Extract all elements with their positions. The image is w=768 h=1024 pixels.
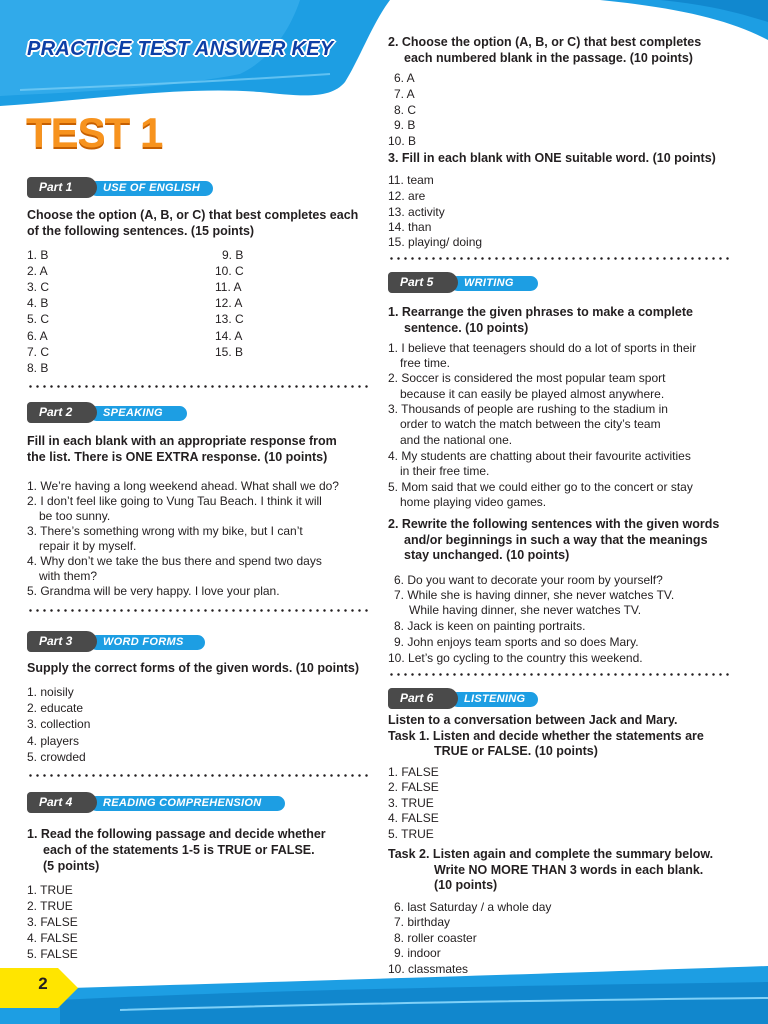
answer-item: 1. B xyxy=(27,248,49,262)
answer-line: 2. I don’t feel like going to Vung Tau Beach. I think it will xyxy=(27,494,322,508)
dotted-divider xyxy=(27,774,371,777)
part-5-tab xyxy=(388,272,538,293)
answer-line: with them? xyxy=(39,569,98,583)
answer-line: 2. Soccer is considered the most popular team sport xyxy=(388,371,666,385)
answer-item: 10. classmates xyxy=(388,962,469,976)
answer-item: 7. A xyxy=(394,87,415,101)
part-1-name: USE OF ENGLISH xyxy=(103,182,201,194)
footer-band xyxy=(0,960,768,1024)
answer-line: 10. Let’s go cycling to the country this weekend. xyxy=(388,651,643,665)
answer-item: 4. FALSE xyxy=(388,811,439,825)
answer-item: 14. than xyxy=(388,220,432,234)
answer-item: 6. A xyxy=(394,71,415,85)
answer-item: 9. indoor xyxy=(394,946,441,960)
answer-item: 7. birthday xyxy=(394,915,451,929)
part-5-task-1: sentence. (10 points) xyxy=(404,321,529,335)
part-4-task-2: 2. Choose the option (A, B, or C) that best completes xyxy=(388,35,702,49)
answer-line: 6. Do you want to decorate your room by yourself? xyxy=(394,573,663,587)
answer-item: 11. team xyxy=(388,173,434,187)
part-4-task-3: 3. Fill in each blank with ONE suitable word. (10 points) xyxy=(388,151,716,165)
part-1-label: Part 1 xyxy=(39,180,73,194)
answer-item: 8. C xyxy=(394,103,417,117)
answer-line: While having dinner, she never watches TV. xyxy=(409,603,642,617)
answer-item: 8. B xyxy=(27,361,49,375)
part-4-label: Part 4 xyxy=(39,795,73,809)
answer-item: 5. FALSE xyxy=(27,947,78,961)
part-4-task-1: each of the statements 1-5 is TRUE or FALSE. xyxy=(43,843,315,857)
answer-line: 9. John enjoys team sports and so does Mary. xyxy=(394,635,639,649)
part-4-task-1: 1. Read the following passage and decide whether xyxy=(27,827,326,841)
part-2-instruction: Fill in each blank with an appropriate response from xyxy=(27,434,337,448)
part-5-task-1: 1. Rearrange the given phrases to make a complete xyxy=(388,305,693,319)
answer-line: 4. My students are chatting about their favourite activities xyxy=(388,449,691,463)
answer-item: 9. B xyxy=(394,118,416,132)
answer-item: 13. C xyxy=(215,312,244,326)
answer-item: 1. noisily xyxy=(27,685,74,699)
answer-item: 1. FALSE xyxy=(388,765,439,779)
answer-item: 3. FALSE xyxy=(27,915,78,929)
answer-item: 15. B xyxy=(215,345,244,359)
answer-item: 10. B xyxy=(388,134,417,148)
page-title: PRACTICE TEST ANSWER KEY xyxy=(27,38,334,60)
answer-line: because it can easily be played almost anywhere. xyxy=(400,387,665,401)
answer-line: home playing video games. xyxy=(400,495,547,509)
answer-line: 3. There’s something wrong with my bike, but I can’t xyxy=(27,524,303,538)
answer-line: repair it by myself. xyxy=(39,539,137,553)
part-6-tab xyxy=(388,688,538,709)
part-6-intro: Listen to a conversation between Jack and Mary. xyxy=(388,713,678,727)
dotted-divider xyxy=(27,385,371,388)
part-5-name: WRITING xyxy=(464,277,514,289)
part-1-tab xyxy=(27,177,213,198)
part-5-task-2: 2. Rewrite the following sentences with the given words xyxy=(388,517,720,531)
part-2-name: SPEAKING xyxy=(103,407,163,419)
part-3-name: WORD FORMS xyxy=(103,636,184,648)
answer-line: 8. Jack is keen on painting portraits. xyxy=(394,619,586,633)
answer-item: 5. crowded xyxy=(27,750,86,764)
answer-item: 14. A xyxy=(215,329,243,343)
part-3-label: Part 3 xyxy=(39,634,73,648)
answer-item: 11. A xyxy=(215,280,242,294)
answer-item: 6. A xyxy=(27,329,48,343)
answer-line: and the national one. xyxy=(400,433,513,447)
answer-item: 13. activity xyxy=(388,205,445,219)
test-title: TEST 1 xyxy=(26,109,163,156)
answer-item: 8. roller coaster xyxy=(394,931,477,945)
answer-line: 5. Grandma will be very happy. I love your plan. xyxy=(27,584,280,598)
answer-line: 1. We’re having a long weekend ahead. What shall we do? xyxy=(27,479,339,493)
part-2-instruction: the list. There is ONE EXTRA response. (10 points) xyxy=(27,450,328,464)
part-5-task-2: and/or beginnings in such a way that the meanings xyxy=(404,533,708,547)
answer-line: free time. xyxy=(400,356,451,370)
answer-line: 5. Mom said that we could either go to the concert or stay xyxy=(388,480,693,494)
part-2-label: Part 2 xyxy=(39,405,73,419)
answer-line: be too sunny. xyxy=(39,509,111,523)
answer-item: 12. A xyxy=(215,296,243,310)
answer-item: 4. B xyxy=(27,296,49,310)
answer-item: 5. C xyxy=(27,312,50,326)
answer-item: 3. TRUE xyxy=(388,796,434,810)
answer-item: 1. TRUE xyxy=(27,883,73,897)
answer-item: 2. TRUE xyxy=(27,899,73,913)
answer-item: 2. FALSE xyxy=(388,780,439,794)
answer-line: order to watch the match between the city’s team xyxy=(400,417,661,431)
part-5-label: Part 5 xyxy=(400,275,434,289)
part-6-task-2: Task 2. Listen again and complete the summary below. xyxy=(388,847,714,861)
dotted-divider xyxy=(27,609,371,612)
answer-item: 3. C xyxy=(27,280,50,294)
part-6-label: Part 6 xyxy=(400,691,434,705)
answer-item: 9. B xyxy=(222,248,244,262)
answer-line: 7. While she is having dinner, she never watches TV. xyxy=(394,588,675,602)
part-6-task-2: Write NO MORE THAN 3 words in each blank. xyxy=(434,863,704,877)
answer-line: in their free time. xyxy=(400,464,490,478)
answer-item: 4. players xyxy=(27,734,80,748)
page-number: 2 xyxy=(38,974,48,993)
answer-line: 4. Why don’t we take the bus there and spend two days xyxy=(27,554,322,568)
part-6-task-1: TRUE or FALSE. (10 points) xyxy=(434,744,598,758)
dotted-divider xyxy=(388,673,732,676)
part-3-instruction: Supply the correct forms of the given words. (10 points) xyxy=(27,661,359,675)
part-4-task-2: each numbered blank in the passage. (10 points) xyxy=(404,51,693,65)
part-4-task-1: (5 points) xyxy=(43,859,100,873)
answer-item: 5. TRUE xyxy=(388,827,434,841)
answer-line: 3. Thousands of people are rushing to the stadium in xyxy=(388,402,668,416)
answer-line: 1. I believe that teenagers should do a lot of sports in their xyxy=(388,341,697,355)
answer-item: 2. A xyxy=(27,264,48,278)
part-3-tab xyxy=(27,631,205,652)
answer-item: 7. C xyxy=(27,345,50,359)
part-6-task-1: Task 1. Listen and decide whether the statements are xyxy=(388,729,704,743)
part-5-task-2: stay unchanged. (10 points) xyxy=(404,548,570,562)
answer-item: 10. C xyxy=(215,264,244,278)
part-6-task-2: (10 points) xyxy=(434,878,498,892)
part-4-name: READING COMPREHENSION xyxy=(103,797,262,809)
answer-item: 2. educate xyxy=(27,701,84,715)
part-1-instruction: of the following sentences. (15 points) xyxy=(27,224,255,238)
part-6-name: LISTENING xyxy=(464,693,526,705)
part-1-instruction: Choose the option (A, B, or C) that best completes each xyxy=(27,208,359,222)
answer-item: 6. last Saturday / a whole day xyxy=(394,900,552,914)
dotted-divider xyxy=(388,257,732,260)
answer-item: 3. collection xyxy=(27,717,91,731)
answer-item: 12. are xyxy=(388,189,426,203)
answer-item: 15. playing/ doing xyxy=(388,235,483,249)
part-2-tab xyxy=(27,402,187,423)
part-4-tab xyxy=(27,792,285,813)
answer-item: 4. FALSE xyxy=(27,931,78,945)
